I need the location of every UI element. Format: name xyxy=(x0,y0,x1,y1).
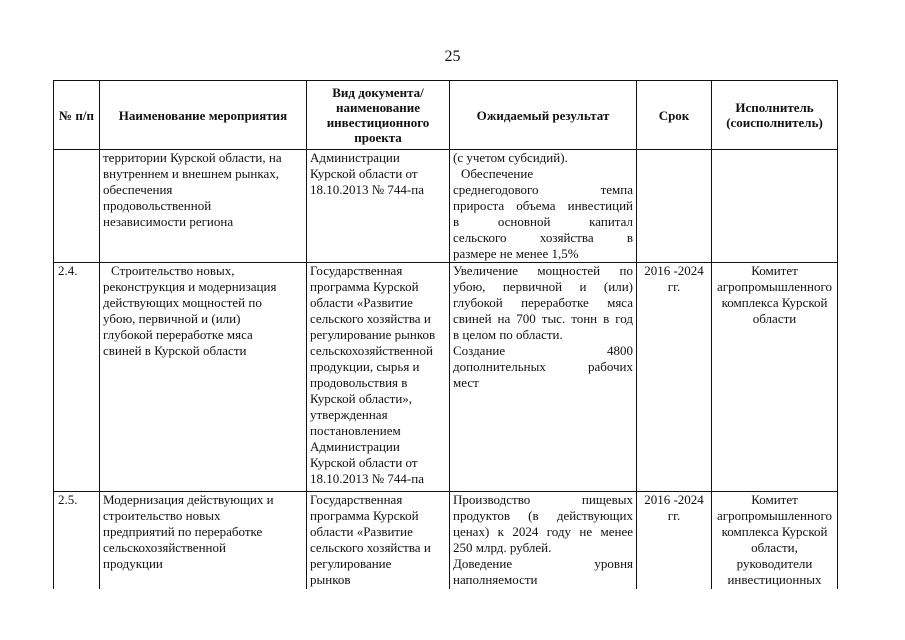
measures-table xyxy=(53,80,838,589)
cell-text-line: свиней в Курской области xyxy=(103,343,247,358)
cell-text-line: Курской области», xyxy=(310,391,413,406)
cell-text-line: глубокой переработке мяса xyxy=(103,327,253,342)
cell-doc xyxy=(307,263,450,492)
header-doc-line: проекта xyxy=(354,130,402,145)
cell-text-line: Администрации xyxy=(310,439,400,454)
cell-doc xyxy=(307,492,450,589)
page-number: 25 xyxy=(444,48,461,65)
header-row xyxy=(54,81,838,150)
cell-text-line: Модернизация действующих и xyxy=(103,492,274,507)
cell-text-line: Создание 4800 xyxy=(453,343,633,358)
cell-text-line: продукции, сырья и xyxy=(310,359,420,374)
cell-text-line: Производство пищевых xyxy=(453,492,633,507)
cell-name xyxy=(100,492,307,589)
cell-doc xyxy=(307,150,450,263)
cell-text-line: сельского хозяйства и xyxy=(310,311,431,326)
cell-text-line: мест xyxy=(453,375,479,390)
cell-text-line: реконструкция и модернизация xyxy=(103,279,277,294)
cell-executor: Комитет агропромышленного комплекса Курской области xyxy=(712,263,838,492)
cell-text-line: наполняемости xyxy=(453,572,538,587)
cell-text-line: Государственная xyxy=(310,492,403,507)
cell-text-line: продовольственной xyxy=(103,198,212,213)
cell-text-line: свиней на 700 тыс. тонн в год xyxy=(453,311,633,326)
cell-text-line: программа Курской xyxy=(310,508,419,523)
cell-text-line: сельского хозяйства и xyxy=(310,540,431,555)
cell-num: 2.5. xyxy=(54,492,100,589)
cell-text-line: 250 млрд. рублей. xyxy=(453,540,552,555)
header-executor: Исполнитель (соисполнитель) xyxy=(712,81,838,150)
cell-text-line: действующих мощностей по xyxy=(103,295,262,310)
cell-result xyxy=(450,263,637,492)
cell-text-line: ценах) к 2024 году не менее xyxy=(453,524,633,539)
cell-name xyxy=(100,150,307,263)
cell-text-line: Обеспечение xyxy=(461,166,534,181)
cell-text-line: Государственная xyxy=(310,263,403,278)
cell-text-line: рынков xyxy=(310,572,351,587)
cell-text-line: глубокой переработке мяса xyxy=(453,295,633,310)
cell-executor xyxy=(712,150,838,263)
cell-text-line: убою, первичной и (или) xyxy=(103,311,241,326)
cell-result xyxy=(450,150,637,263)
cell-text-line: независимости региона xyxy=(103,214,234,229)
cell-text-line: (с учетом субсидий). xyxy=(453,150,568,165)
cell-text-line: размере не менее 1,5% xyxy=(453,246,579,261)
cell-text-line: продуктов (в действующих xyxy=(453,508,633,523)
cell-text-line: регулирование рынков xyxy=(310,327,436,342)
cell-text-line: в целом по области. xyxy=(453,327,563,342)
cell-text-line: Строительство новых, xyxy=(111,263,235,278)
cell-text-line: Доведение уровня xyxy=(453,556,633,571)
cell-text-line: постановлением xyxy=(310,423,401,438)
cell-text-line: внутреннем и внешнем рынках, xyxy=(103,166,279,181)
cell-text-line: сельскохозяйственной xyxy=(310,343,433,358)
cell-text-line: 18.10.2013 № 744-па xyxy=(310,182,424,197)
cell-text-line: предприятий по переработке xyxy=(103,524,263,539)
cell-name xyxy=(100,263,307,492)
cell-text-line: области «Развитие xyxy=(310,524,413,539)
header-result: Ожидаемый результат xyxy=(450,81,637,150)
cell-text-line: Администрации xyxy=(310,150,400,165)
cell-text-line: убою, первичной и (или) xyxy=(453,279,633,294)
cell-text-line: Увеличение мощностей по xyxy=(453,263,633,278)
header-doc-line: Вид документа/ xyxy=(332,85,424,100)
cell-executor: Комитет агропромышленного комплекса Курской области, руководители инвестиционных xyxy=(712,492,838,589)
cell-term: 2016 -2024 гг. xyxy=(637,492,712,589)
cell-text-line: регулирование xyxy=(310,556,392,571)
table-row xyxy=(54,150,838,263)
cell-text-line: утвержденная xyxy=(310,407,388,422)
header-doc-line: инвестиционного xyxy=(326,115,430,130)
table-row xyxy=(54,492,838,589)
cell-text-line: области «Развитие xyxy=(310,295,413,310)
cell-result xyxy=(450,492,637,589)
cell-text-line: 18.10.2013 № 744-па xyxy=(310,471,424,486)
cell-text-line: Курской области от xyxy=(310,166,418,181)
header-num: № п/п xyxy=(54,81,100,150)
cell-text-line: территории Курской области, на xyxy=(103,150,282,165)
cell-text-line: среднегодового темпа xyxy=(453,182,633,197)
cell-text-line: дополнительных рабочих xyxy=(453,359,633,374)
table-row xyxy=(54,263,838,492)
header-name: Наименование мероприятия xyxy=(100,81,307,150)
cell-text-line: Курской области от xyxy=(310,455,418,470)
cell-num: 2.4. xyxy=(54,263,100,492)
cell-text-line: обеспечения xyxy=(103,182,173,197)
cell-text-line: программа Курской xyxy=(310,279,419,294)
cell-term: 2016 -2024 гг. xyxy=(637,263,712,492)
cell-text-line: продовольствия в xyxy=(310,375,408,390)
cell-text-line: прироста объема инвестиций xyxy=(453,198,633,213)
cell-text-line: сельскохозяйственной xyxy=(103,540,226,555)
cell-num xyxy=(54,150,100,263)
header-doc-line: наименование xyxy=(335,100,421,115)
cell-text-line: в основной капитал xyxy=(453,214,633,229)
cell-text-line: продукции xyxy=(103,556,163,571)
cell-text-line: строительство новых xyxy=(103,508,221,523)
cell-text-line: сельского хозяйства в xyxy=(453,230,633,245)
header-term: Срок xyxy=(637,81,712,150)
cell-term xyxy=(637,150,712,263)
header-doc xyxy=(307,81,450,150)
